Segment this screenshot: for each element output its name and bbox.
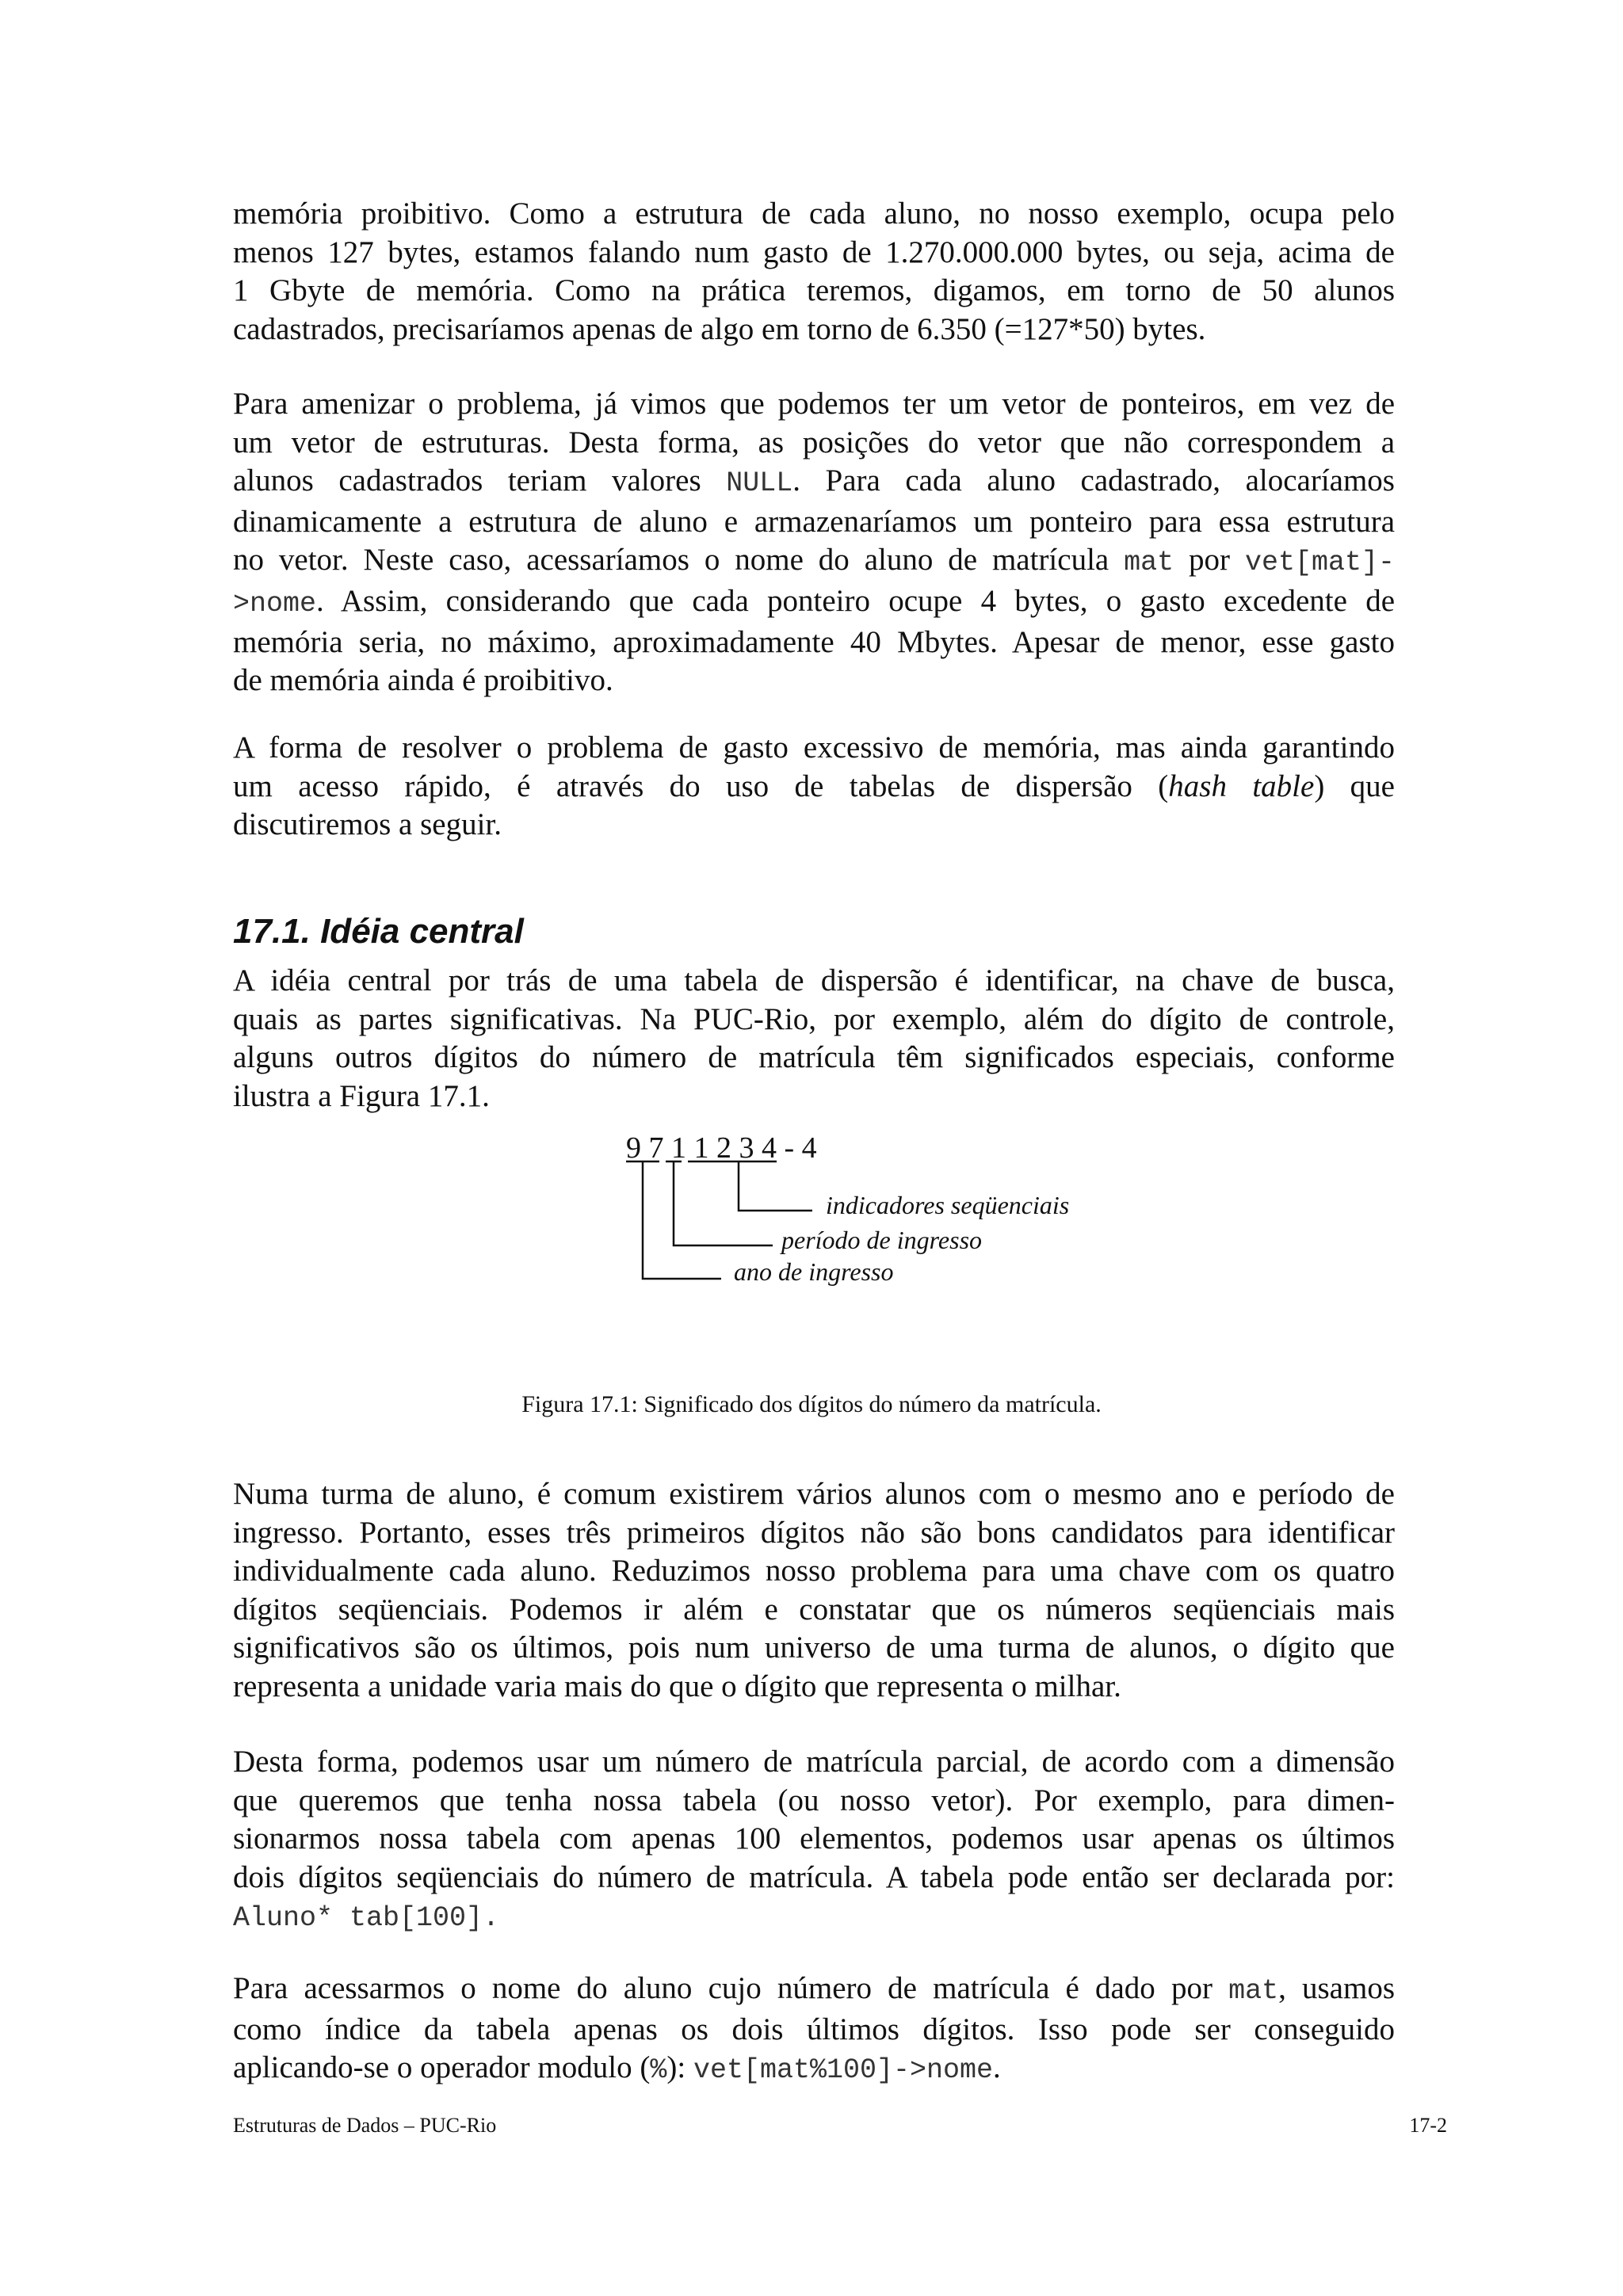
paragraph-hash-table-intro xyxy=(233,729,1395,845)
text-line: que queremos que tenha nossa tabela (ou nosso vetor). Por exemplo, para dimen- xyxy=(233,1783,1395,1817)
text-run: Para acessarmos o nome do aluno cujo número de matrícula é dado por xyxy=(233,1971,1229,2005)
text-line: significativos são os últimos, pois num universo de uma turma de alunos, o dígito que xyxy=(233,1630,1395,1665)
label-sequential-indicators: indicadores seqüenciais xyxy=(826,1191,1070,1219)
text-line: quais as partes significativas. Na PUC-Rio, por exemplo, além do dígito de controle, xyxy=(233,1001,1395,1036)
text-line: alguns outros dígitos do número de matrícula têm significados especiais, conforme xyxy=(233,1040,1395,1075)
text-line: de memória ainda é proibitivo. xyxy=(233,663,613,698)
text-line: cadastrados, precisaríamos apenas de algo em torno de 6.350 (=127*50) bytes. xyxy=(233,311,1206,346)
text-run: por xyxy=(1174,543,1245,578)
paragraph-sequential-digits xyxy=(233,1475,1395,1707)
text-line: 1 Gbyte de memória. Como na prática teremos, digamos, em torno de 50 alunos xyxy=(233,273,1395,308)
code-table-declaration: Aluno* tab[100]. xyxy=(233,1902,500,1935)
section-heading: 17.1. Idéia central xyxy=(233,912,524,951)
text-line: dinamicamente a estrutura de aluno e armazenaríamos um ponteiro para essa estrutura xyxy=(233,504,1395,539)
text-line: como índice da tabela apenas os dois últimos dígitos. Isso pode ser conseguido xyxy=(233,2012,1395,2046)
text-line: memória proibitivo. Como a estrutura de cada aluno, no nosso exemplo, ocupa pelo xyxy=(233,196,1395,231)
paragraph-modulo-access xyxy=(233,1970,1395,2090)
text-line: ilustra a Figura 17.1. xyxy=(233,1078,490,1113)
text-line: dígitos seqüenciais. Podemos ir além e constatar que os números seqüenciais mais xyxy=(233,1592,1395,1627)
footer-page-number: 17-2 xyxy=(1409,2114,1447,2137)
label-entry-year: ano de ingresso xyxy=(734,1257,894,1286)
text-line: Numa turma de aluno, é comum existirem vários alunos com o mesmo ano e período de xyxy=(233,1477,1395,1511)
figure-matricula-digits xyxy=(618,1130,1125,1304)
text-run: , usamos xyxy=(1278,1971,1396,2005)
paragraph-pointer-vector xyxy=(233,385,1395,700)
text-line: A forma de resolver o problema de gasto excessivo de memória, mas ainda garantindo xyxy=(233,730,1395,765)
code-null: NULL xyxy=(726,467,793,500)
paragraph-partial-key xyxy=(233,1743,1395,1938)
code-modulo-operator: % xyxy=(650,2054,667,2087)
text-line: discutiremos a seguir. xyxy=(233,807,502,842)
text-line xyxy=(233,768,1395,807)
text-line xyxy=(233,1897,1395,1938)
text-line: um vetor de estruturas. Desta forma, as posições do vetor que não correspondem a xyxy=(233,425,1395,460)
text-run: . Para cada aluno cadastrado, alocaríamos xyxy=(792,463,1395,498)
paragraph-central-idea xyxy=(233,962,1395,1116)
text-run: ) que xyxy=(1314,769,1395,803)
code-mat: mat xyxy=(1228,1975,1279,2007)
text-line: dois dígitos seqüenciais do número de matrícula. A tabela pode então ser declarada por: xyxy=(233,1859,1395,1894)
code-modulo-access: vet[mat%100]->nome xyxy=(693,2054,993,2087)
text-line xyxy=(233,462,1395,503)
text-line: A idéia central por trás de uma tabela de dispersão é identificar, na chave de busca, xyxy=(233,963,1395,997)
text-line: individualmente cada aluno. Reduzimos nosso problema para uma chave com os quatro xyxy=(233,1554,1395,1589)
text-run: ): xyxy=(666,2050,693,2085)
text-run: aplicando-se o operador modulo ( xyxy=(233,2050,651,2085)
italic-term: hash table xyxy=(1168,769,1315,803)
paragraph-memory-cost xyxy=(233,195,1395,349)
text-line xyxy=(233,541,1395,582)
text-line xyxy=(233,1970,1395,2011)
text-run: alunos cadastrados teriam valores xyxy=(233,463,727,498)
label-entry-period: período de ingresso xyxy=(781,1226,983,1254)
matricula-number: 9 7 1 1 2 3 4 - 4 xyxy=(626,1131,817,1165)
text-line xyxy=(233,582,1395,624)
text-line: Desta forma, podemos usar um número de matrícula parcial, de acordo com a dimensão xyxy=(233,1745,1395,1779)
text-run: . Assim, considerando que cada ponteiro ocupe 4 bytes, o gasto excedente de xyxy=(316,583,1395,618)
figure-caption: Figura 17.1: Significado dos dígitos do número da matrícula. xyxy=(521,1391,1102,1417)
text-line: Para amenizar o problema, já vimos que podemos ter um vetor de ponteiros, em vez de xyxy=(233,387,1395,421)
code-mat: mat xyxy=(1124,547,1174,579)
text-line: menos 127 bytes, estamos falando num gasto de 1.270.000.000 bytes, ou seja, acima de xyxy=(233,235,1395,269)
text-line xyxy=(233,2049,1395,2090)
text-run: . xyxy=(993,2050,1001,2085)
footer-course-title: Estruturas de Dados – PUC-Rio xyxy=(233,2114,497,2137)
text-run: no vetor. Neste caso, acessaríamos o nome do aluno de matrícula xyxy=(233,543,1125,578)
text-run: um acesso rápido, é através do uso de tabelas de dispersão ( xyxy=(233,769,1169,803)
code-vet-mat: vet[mat]- xyxy=(1244,547,1395,579)
text-line: ingresso. Portanto, esses três primeiros dígitos não são bons candidatos para identificar xyxy=(233,1515,1395,1550)
text-line: representa a unidade varia mais do que o dígito que representa o milhar. xyxy=(233,1669,1121,1703)
text-line: sionarmos nossa tabela com apenas 100 elementos, podemos usar apenas os últimos xyxy=(233,1821,1395,1856)
code-nome: >nome xyxy=(233,587,317,620)
text-line: memória seria, no máximo, aproximadamente 40 Mbytes. Apesar de menor, esse gasto xyxy=(233,624,1395,659)
